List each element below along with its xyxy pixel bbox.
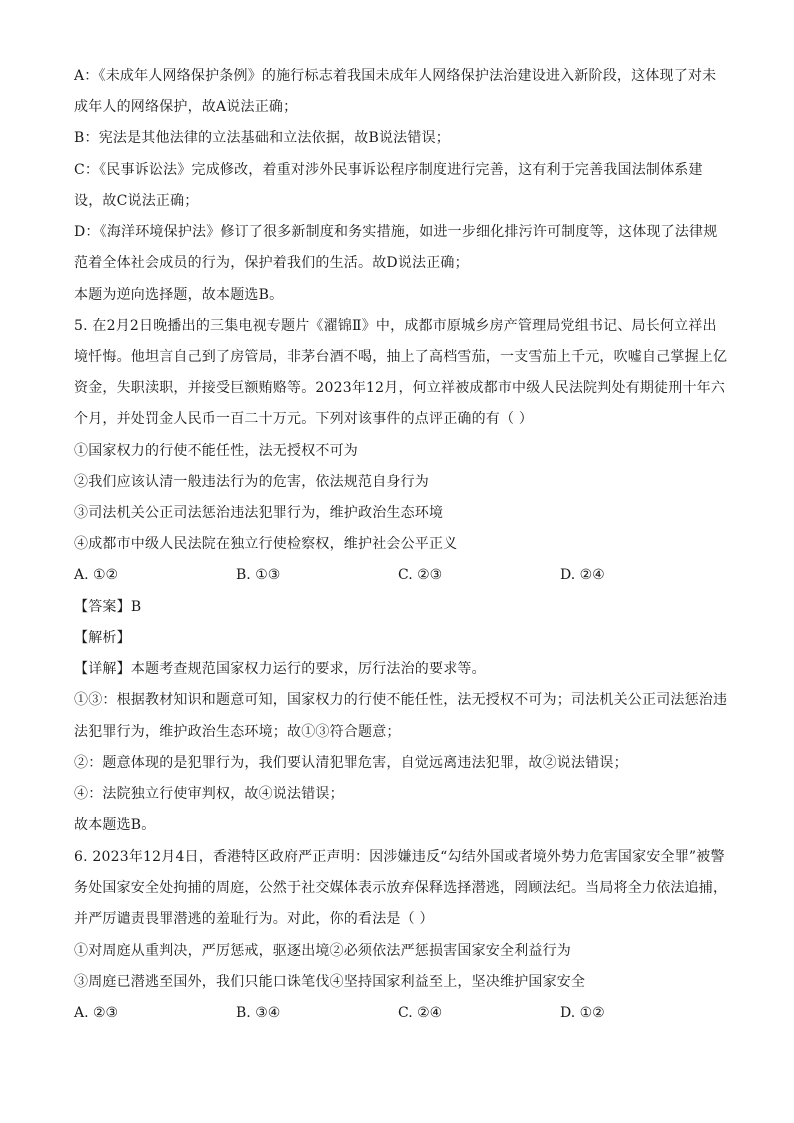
q6-stem-line1: 6. 2023年12月4日，香港特区政府严正声明：因涉嫌违反“勾结外国或者境外势力危害国家安全罪”被警	[74, 849, 725, 865]
q4-analysis-c-line2: 设，故C说法正确；	[74, 193, 199, 209]
answer-bracket-close: 】	[116, 599, 131, 615]
q5-detail	[74, 659, 486, 679]
detail-text: 本题考查规范国家权力运行的要求，厉行法治的要求等。	[130, 661, 486, 677]
q4-analysis-d-line2: 范着全体社会成员的行为，保护着我们的生活。故D说法正确；	[74, 255, 469, 271]
detail-bracket-close: 】	[116, 661, 131, 677]
q6-stem-line3: 并严厉谴责畏罪潜逃的羞耻行为。对此，你的看法是（ ）	[74, 911, 434, 927]
q4-analysis-c-line1: C：《民事诉讼法》完成修改，着重对涉外民事诉讼程序制度进行完善，这有利于完善我国法制体系建	[74, 162, 703, 178]
q5-explain-2: ②：题意体现的是犯罪行为，我们要认清犯罪危害，自觉远离违法犯罪，故②说法错误；	[74, 755, 628, 771]
q6-option-d: D. ①②	[560, 1005, 605, 1021]
q6-options	[74, 1003, 734, 1023]
q5-options	[74, 565, 734, 585]
answer-bracket-open: 【	[74, 599, 89, 615]
q6-statements-line2: ③周庭已潜逃至国外，我们只能口诛笔伐④坚持国家利益至上，坚决维护国家安全	[74, 974, 586, 990]
q5-explain-3: ④：法院独立行使审判权，故④说法错误；	[74, 786, 344, 802]
q5-statement-4: ④成都市中级人民法院在独立行使检察权，维护社会公平正义	[74, 536, 458, 552]
q5-stem-line1: 5. 在2月2日晚播出的三集电视专题片《濯锦Ⅱ》中，成都市原城乡房产管理局党组书记、局长何立祥出	[74, 318, 717, 334]
q5-stem-line3: 资金，失职渎职，并接受巨额贿赂等。2023年12月，何立祥被成都市中级人民法院判处有期徒刑十年六	[74, 380, 726, 396]
q4-analysis-b-line: B：宪法是其他法律的立法基础和立法依据，故B说法错误；	[74, 130, 450, 146]
q5-statement-2: ②我们应该认清一般违法行为的危害，依法规范自身行为	[74, 474, 429, 490]
q6-stem-line2: 务处国家安全处拘捕的周庭，公然于社交媒体表示放弃保释选择潜逃，罔顾法纪。当局将全力依法追捕，	[74, 880, 728, 896]
q5-statement-1: ①国家权力的行使不能任性，法无授权不可为	[74, 443, 358, 459]
q5-statement-3: ③司法机关公正司法惩治违法犯罪行为，维护政治生态环境	[74, 505, 444, 521]
q6-option-c: C. ②④	[398, 1005, 443, 1021]
analysis-label: 解析	[88, 630, 117, 646]
q5-option-b: B. ①③	[236, 567, 281, 583]
q6-option-a: A. ②③	[74, 1005, 119, 1021]
q5-option-d: D. ②④	[560, 567, 605, 583]
detail-label: 详解	[88, 661, 117, 677]
answer-value: B	[130, 599, 142, 615]
analysis-bracket-open: 【	[74, 630, 89, 646]
q5-stem-line2: 境忏悔。他坦言自己到了房管局，非茅台酒不喝，抽上了高档雪茄，一支雪茄上千元，吹嘘自己掌握上亿	[74, 349, 728, 365]
q5-explain-1-line2: 法犯罪行为，维护政治生态环境；故①③符合题意；	[74, 724, 401, 740]
q6-statements-line1: ①对周庭从重判决，严厉惩戒，驱逐出境②必须依法严惩损害国家安全利益行为	[74, 943, 571, 959]
q4-analysis-a-line1: A：《未成年人网络保护条例》的施行标志着我国未成年人网络保护法治建设进入新阶段，这体现了对未	[74, 68, 717, 84]
q5-option-c: C. ②③	[398, 567, 443, 583]
analysis-bracket-close: 】	[116, 630, 131, 646]
q4-analysis-d-line1: D：《海洋环境保护法》修订了很多新制度和务实措施，如进一步细化排污许可制度等，这体现了法律规	[74, 224, 718, 240]
q5-stem-line4: 个月，并处罚金人民币一百二十万元。下列对该事件的点评正确的有（ ）	[74, 411, 534, 427]
q5-conclusion: 故本题选B。	[74, 817, 156, 833]
q5-answer	[74, 597, 141, 617]
q6-option-b: B. ③④	[236, 1005, 281, 1021]
q5-explain-1-line1: ①③：根据教材知识和题意可知，国家权力的行使不能任性，法无授权不可为；司法机关公正司法惩治违	[74, 692, 728, 708]
q5-analysis-heading	[74, 628, 131, 648]
q4-conclusion: 本题为逆向选择题，故本题选B。	[74, 287, 284, 303]
answer-label: 答案	[88, 599, 117, 615]
q5-option-a: A. ①②	[74, 567, 119, 583]
detail-bracket-open: 【	[74, 661, 89, 677]
q4-analysis-a-line2: 成年人的网络保护，故A说法正确；	[74, 99, 298, 115]
